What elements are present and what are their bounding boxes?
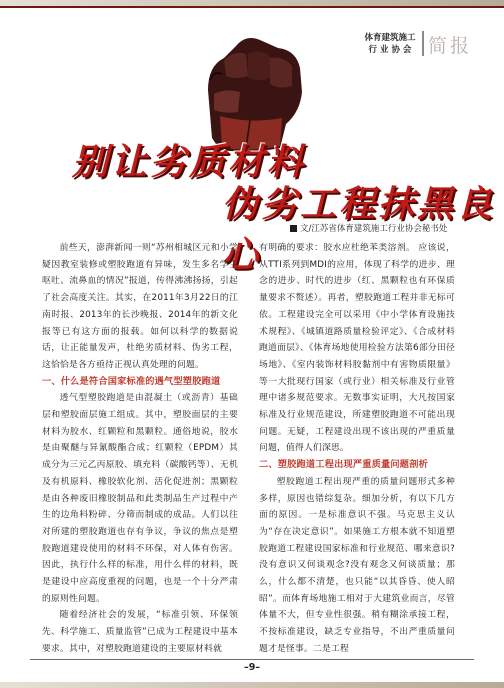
paragraph: 塑胶跑道工程出现严重的质量问题形式多种多样，原因也错综复杂。细加分析，有以下几方面的原因。一是标准意识不强。马克思主义认为“存在决定意识”。如果施工方根本就不知道塑胶跑道工程建设国家标准和行业规范、哪来意识?没有意识又何谈观念?没有观念又何谈质量；那么，什么都不清楚，也只能“以其昏昏、使人昭昭”。而体育场地施工相对于大建筑业而言，尽管体量不大，但专业性很强。稍有糊涂承接工程，不按标准建设，缺乏专业指导，不出严重质量问题才是怪事。二是工程 — [259, 476, 455, 654]
page-number: –9– — [243, 662, 261, 673]
paragraph: 透气型塑胶跑道是由混凝土（或沥青）基础层和塑胶面层施工组成。其中，塑胶面层的主要材料为胶水、红颗粒和黑颗粒。通俗地说，胶水是由聚醚与异氰酸酯合成；红颗粒（EPDM）其成分为三元乙丙原胶、填充料（碳酸钙等）、无机及有机原料、橡胶软化剂、活化促进剂；黑颗粒是由各种废旧橡胶制品和此类制品生产过程中产生的边角料粉碎、分筛而制成的成品。人们以往对所建的塑胶跑道也存有争议，争议的焦点是塑胶跑道建设使用的材料不环保，对人体有伤害。因此，执行什么样的标准，用什么样的材料，既是建设中应高度重视的问题，也是一个十分严肃的原则性问题。 — [42, 393, 238, 604]
association-line-2: 行 业 协 会 — [368, 45, 412, 55]
right-column — [259, 240, 455, 658]
paragraph: 前些天，澎湃新闻一则“苏州相城区元和小学疑因教室装修或塑胶跑道有异味，发生多名学生呕吐、流鼻血的情况”报道，传得沸沸扬扬，引起了社会高度关注。其实，在2011年3月22日的江南时报、2013年的长沙晚报、2014年的新文化报等已有这方面的报载。如何以科学的数据说话，让正能量发声，杜绝劣质材料、伪劣工程，这恰恰是各方亟待正视认真处理的问题。 — [42, 243, 238, 370]
top-decor-stripe — [0, 6, 504, 8]
paragraph: 随着经济社会的发展，“标准引领、环保领先、科学施工、质量监管”已成为工程建设中基本要求。其中，对塑胶跑道建设的主要原材料就 — [42, 610, 238, 654]
header-separator — [422, 31, 424, 56]
footer-rule — [30, 659, 474, 660]
publication-name: 简报 — [428, 35, 473, 57]
byline — [290, 222, 500, 234]
headline-line-2: 伪劣工程抹黑良心 — [222, 184, 496, 276]
association-line-1: 体育建筑施工 — [364, 33, 416, 43]
byline-square-icon — [290, 225, 297, 232]
byline-text: 文/江苏省体育建筑施工行业协会秘书处 — [300, 224, 448, 234]
headline-line-1: 别让劣质材料 — [72, 142, 307, 183]
association-name — [360, 32, 420, 56]
bottom-decor-bar — [0, 682, 504, 688]
paragraph: 有明确的要求：胶水应杜绝苯类溶剂。 应该说，从TTI系列到MDI的应用，体现了科学的进步、理念的进步、时代的进步（红、黑颗粒也有环保质量要求不赘述）。再者，塑胶跑道工程并非无标可依。工程建设完全可以采用《中小学体育设施技术规程》、《城镇道路质量检验评定》、《合成材料跑道面层》、《体育场地使用检验方法第6部分田径场地》、《室内装饰材料胶黏剂中有害物质限量》等一大批现行国家（或行业）相关标准及行业管理中诸多规范要求。无数事实证明，大凡按国家标准及行业规范建设，所建塑胶跑道不可能出现问题。无疑，工程建设出现不该出现的严重质量问题，值得人们深思。 — [259, 243, 455, 454]
left-column — [42, 240, 238, 658]
section-heading: 一、什么是符合国家标准的遇气型塑胶跑道 — [42, 375, 221, 387]
section-heading: 二、塑胶跑道工程出现严重质量问题剖析 — [259, 459, 428, 471]
